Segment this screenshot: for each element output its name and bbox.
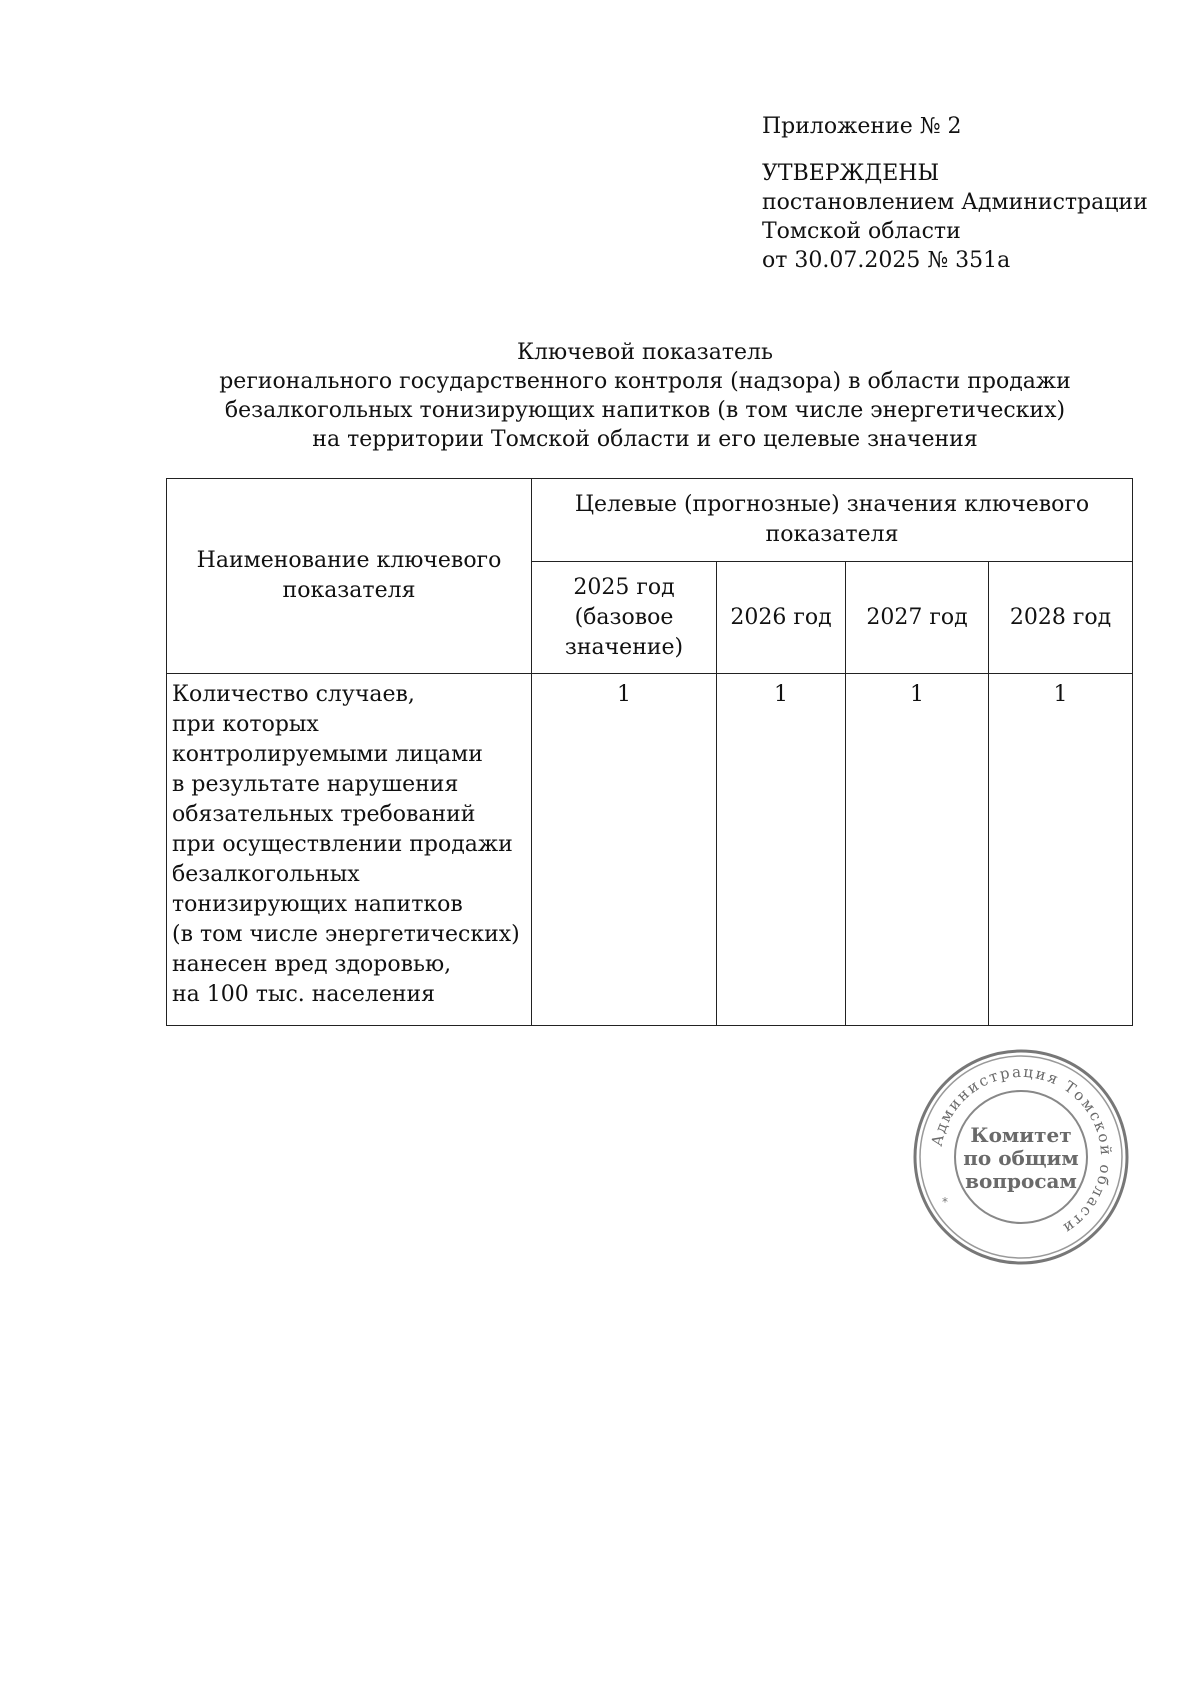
value-2028-cell: 1 — [989, 674, 1133, 1026]
year-2026-header: 2026 год — [717, 562, 846, 674]
kpi-table — [166, 478, 1133, 1026]
table-row — [167, 674, 1133, 1026]
official-stamp — [910, 1046, 1132, 1268]
value-2025-cell: 1 — [532, 674, 717, 1026]
year-2027-header: 2027 год — [846, 562, 989, 674]
approval-line-3: от 30.07.2025 № 351а — [762, 248, 1011, 273]
title-line-3: безалкогольных тонизирующих напитков (в том числе энергетических) — [224, 398, 1066, 423]
year-2025-header: 2025 год (базовое значение) — [532, 562, 717, 674]
stamp-center-text — [910, 1124, 1132, 1193]
approval-line-1: постановлением Администрации — [762, 190, 1148, 215]
stamp-center-line-2: по общим — [963, 1146, 1079, 1170]
indicator-name-cell: Количество случаев, при которых контролируемыми лицами в результате нарушения обязательных требований при осуществлении продажи безалкогольных тонизирующих напитков (в том числе энергетических) нанесен вред здоровью, на 100 тыс. населения — [167, 674, 532, 1026]
value-2026-cell: 1 — [717, 674, 846, 1026]
title-line-1: Ключевой показатель — [516, 340, 774, 365]
svg-text:*: * — [942, 1195, 948, 1209]
approved-label: УТВЕРЖДЕНЫ — [762, 161, 940, 186]
stamp-ring-text: Администрация Томской области — [927, 1062, 1116, 1239]
target-values-header: Целевые (прогнозные) значения ключевого показателя — [532, 479, 1133, 562]
value-2027-cell: 1 — [846, 674, 989, 1026]
title-line-2: регионального государственного контроля (надзора) в области продажи — [219, 369, 1071, 394]
approval-block — [762, 112, 1148, 275]
appendix-label: Приложение № 2 — [762, 114, 962, 139]
year-2028-header: 2028 год — [989, 562, 1133, 674]
title-line-4: на территории Томской области и его целевые значения — [312, 427, 978, 452]
approval-line-2: Томской области — [762, 219, 961, 244]
stamp-center-line-3: вопросам — [965, 1169, 1077, 1193]
stamp-center-line-1: Комитет — [970, 1123, 1072, 1147]
document-title — [0, 338, 1200, 454]
indicator-name-header: Наименование ключевого показателя — [167, 479, 532, 674]
